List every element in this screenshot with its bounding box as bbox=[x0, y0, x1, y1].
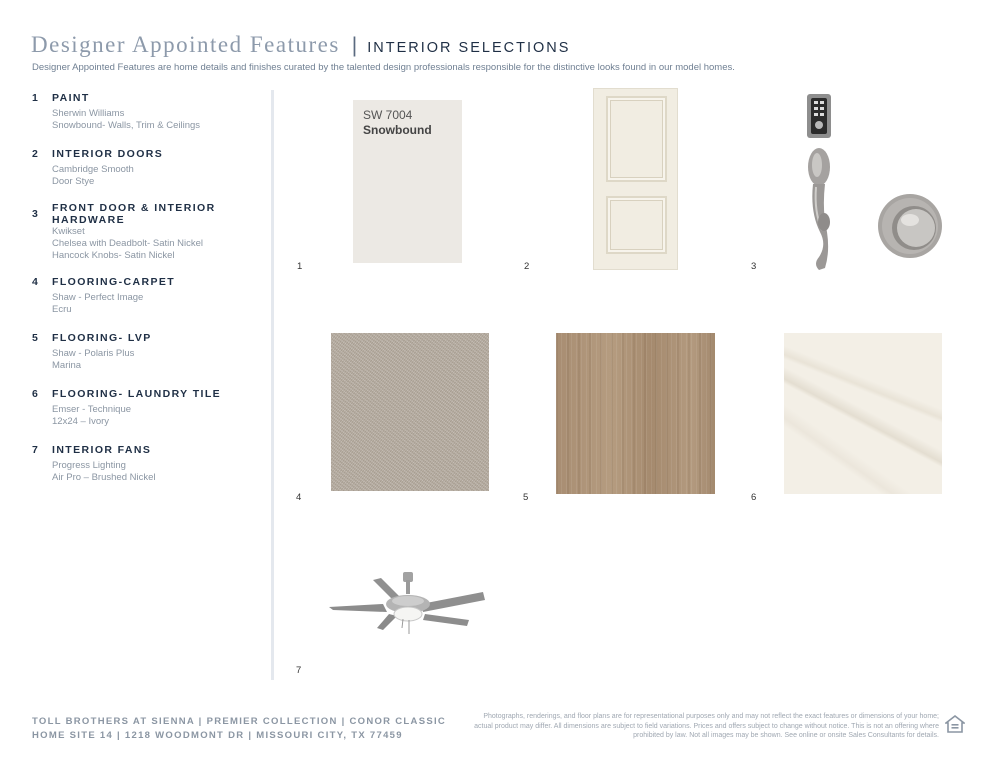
fan-blade bbox=[377, 614, 397, 630]
feature-line: Chelsea with Deadbolt- Satin Nickel bbox=[52, 238, 204, 249]
feature-line: Shaw - Polaris Plus bbox=[52, 348, 135, 359]
footer-line-1: TOLL BROTHERS AT SIENNA | PREMIER COLLECTION | CONOR CLASSIC bbox=[32, 716, 447, 727]
door-panel-top bbox=[606, 96, 667, 182]
page-subtitle: INTERIOR SELECTIONS bbox=[367, 40, 571, 56]
feature-line: Marina bbox=[52, 360, 82, 371]
paint-swatch bbox=[353, 100, 462, 263]
feature-line: Ecru bbox=[52, 304, 72, 315]
footer-line-2: HOME SITE 14 | 1218 WOODMONT DR | MISSOURI CITY, TX 77459 bbox=[32, 730, 403, 741]
image-label-1: 1 bbox=[297, 261, 303, 272]
image-label-7: 7 bbox=[296, 665, 302, 676]
feature-line: Sherwin Williams bbox=[52, 108, 125, 119]
title-separator: | bbox=[351, 34, 358, 57]
feature-line: Cambridge Smooth bbox=[52, 164, 134, 175]
door-panel-bottom bbox=[606, 196, 667, 254]
page-description: Designer Appointed Features are home details and finishes curated by the talented design professionals responsible for the distinctive looks found in our model homes. bbox=[32, 62, 735, 73]
feature-line: Air Pro – Brushed Nickel bbox=[52, 472, 156, 483]
interior-door-image bbox=[593, 88, 678, 270]
image-label-3: 3 bbox=[751, 261, 757, 272]
fan-blade bbox=[423, 614, 469, 626]
feature-title: INTERIOR FANS bbox=[52, 444, 152, 456]
image-label-4: 4 bbox=[296, 492, 302, 503]
page-header bbox=[31, 32, 570, 62]
paint-code: SW 7004 bbox=[363, 108, 413, 122]
feature-title: FLOORING- LAUNDRY TILE bbox=[52, 388, 222, 400]
lvp-swatch bbox=[556, 333, 715, 494]
feature-line: Door Stye bbox=[52, 176, 95, 187]
feature-title: FLOORING-CARPET bbox=[52, 276, 176, 288]
feature-title: FLOORING- LVP bbox=[52, 332, 152, 344]
carpet-swatch bbox=[331, 333, 489, 491]
image-label-6: 6 bbox=[751, 492, 757, 503]
handleset bbox=[808, 148, 830, 270]
door-hardware-image bbox=[800, 92, 948, 272]
feature-number: 1 bbox=[32, 92, 38, 104]
feature-number: 2 bbox=[32, 148, 38, 160]
fan-blade bbox=[421, 592, 485, 612]
feature-title: PAINT bbox=[52, 92, 90, 104]
feature-line: Progress Lighting bbox=[52, 460, 126, 471]
feature-title: FRONT DOOR & INTERIOR HARDWARE bbox=[52, 202, 216, 226]
feature-line: Shaw - Perfect Image bbox=[52, 292, 144, 303]
feature-title: INTERIOR DOORS bbox=[52, 148, 164, 160]
feature-number: 5 bbox=[32, 332, 38, 344]
feature-line: Emser - Technique bbox=[52, 404, 132, 415]
equal-housing-opportunity-icon bbox=[945, 715, 965, 735]
feature-line: Hancock Knobs- Satin Nickel bbox=[52, 250, 175, 261]
image-label-5: 5 bbox=[523, 492, 529, 503]
feature-number: 4 bbox=[32, 276, 38, 288]
laundry-tile-swatch bbox=[784, 333, 942, 494]
image-label-2: 2 bbox=[524, 261, 530, 272]
feature-line: Snowbound- Walls, Trim & Ceilings bbox=[52, 120, 201, 131]
fan-blade bbox=[329, 604, 387, 612]
footer-disclaimer: Photographs, renderings, and floor plans are for representational purposes only and may not reflect the exact features or dimensions of your home; actual product may differ. All dimensions are subject to field variations. Prices and offers subject to change without notice. This is not an offering where prohibited by law. Not all images may be shown. See online or onsite Sales Consultants for details. bbox=[474, 713, 939, 739]
feature-line: 12x24 – Ivory bbox=[52, 416, 110, 427]
door-knob bbox=[878, 194, 942, 258]
feature-line: Kwikset bbox=[52, 226, 85, 237]
paint-name: Snowbound bbox=[363, 123, 432, 137]
footer-address bbox=[32, 715, 446, 743]
feature-number: 6 bbox=[32, 388, 38, 400]
feature-number: 3 bbox=[32, 208, 38, 220]
ceiling-fan-image bbox=[325, 570, 490, 650]
page-title: Designer Appointed Features bbox=[31, 32, 340, 57]
feature-number: 7 bbox=[32, 444, 38, 456]
vertical-divider bbox=[271, 90, 274, 680]
